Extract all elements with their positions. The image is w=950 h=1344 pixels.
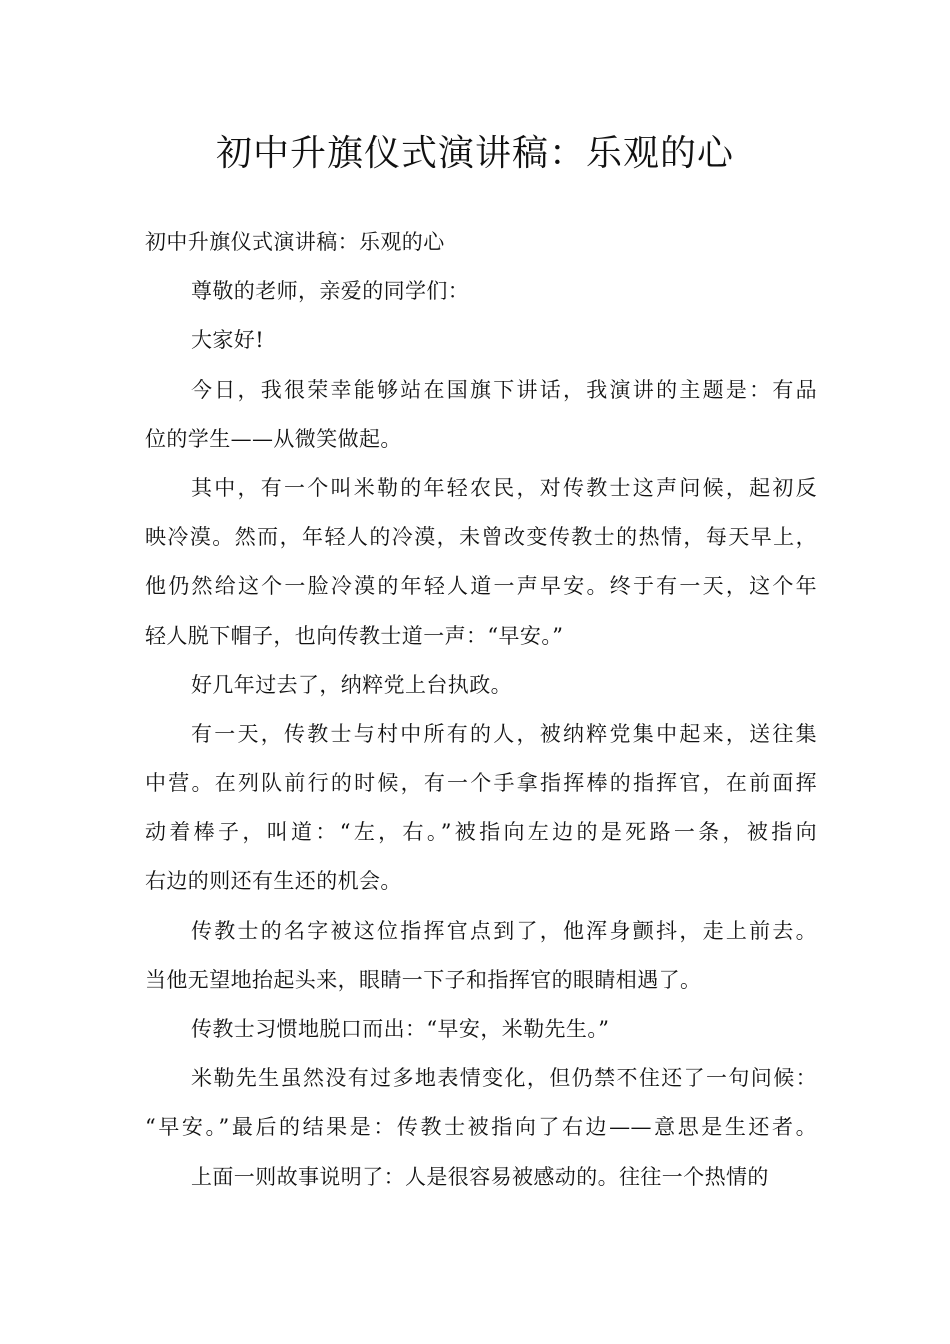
paragraph-line: 动着棒子，叫道：“左，右。”被指向左边的是死路一条，被指向 [145,820,817,845]
paragraph-line: 传教士的名字被这位指挥官点到了，他浑身颤抖，走上前去。 [191,918,817,943]
paragraph-line: 有一天，传教士与村中所有的人，被纳粹党集中起来，送往集 [191,721,817,746]
paragraph-line: “早安。”最后的结果是：传教士被指向了右边——意思是生还者。 [145,1115,817,1140]
paragraph-line: 传教士习惯地脱口而出：“早安，米勒先生。” [191,1017,610,1041]
paragraph-line: 他仍然给这个一脸冷漠的年轻人道一声早安。终于有一天，这个年 [145,574,817,599]
paragraph-line: 其中，有一个叫米勒的年轻农民，对传教士这声问候，起初反 [191,475,817,500]
paragraph-line: 米勒先生虽然没有过多地表情变化，但仍禁不住还了一句问候： [191,1066,817,1091]
paragraph-line: 当他无望地抬起头来，眼睛一下子和指挥官的眼睛相遇了。 [145,967,702,992]
paragraph-line: 上面一则故事说明了：人是很容易被感动的。往往一个热情的 [191,1164,769,1189]
paragraph-line: 右边的则还有生还的机会。 [145,869,402,894]
paragraph-line: 中营。在列队前行的时候，有一个手拿指挥棒的指挥官，在前面挥 [145,771,817,796]
subtitle-line: 初中升旗仪式演讲稿：乐观的心 [145,230,445,254]
salutation-line: 尊敬的老师，亲爱的同学们： [191,279,470,304]
paragraph-line: 轻人脱下帽子，也向传教士道一声：“早安。” [145,623,564,648]
greeting-line: 大家好! [191,328,265,353]
paragraph-line: 映冷漠。然而，年轻人的冷漠，未曾改变传教士的热情，每天早上， [145,525,817,550]
paragraph-line: 好几年过去了，纳粹党上台执政。 [191,672,512,697]
document-body [145,230,817,1214]
paragraph-line: 今日，我很荣幸能够站在国旗下讲话，我演讲的主题是：有品 [191,377,817,402]
paragraph-line: 位的学生——从微笑做起。 [145,426,402,451]
document-title: 初中升旗仪式演讲稿：乐观的心 [215,133,734,174]
